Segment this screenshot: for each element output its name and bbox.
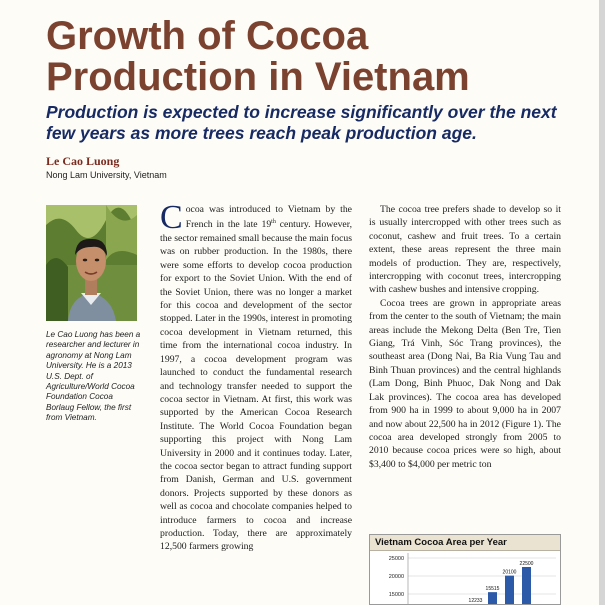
bar <box>505 576 514 605</box>
bar-value-label: 20100 <box>502 569 517 576</box>
bar <box>522 567 531 605</box>
drop-cap: C <box>160 203 183 236</box>
article-title: Growth of Cocoa Production in Vietnam <box>46 14 470 99</box>
bar <box>488 592 497 605</box>
author-name: Le Cao Luong <box>46 154 120 168</box>
y-tick-label: 20000 <box>388 574 404 580</box>
ordinal-superscript: th <box>271 219 276 226</box>
intro-text-rest: century. However, the sector remained small because the main focus was on rubber production. In the 1980s, there were some efforts to develop cocoa production for export to the Soviet Union. With the end of the Soviet Union, there was no longer a market for this cocoa and development of the sector stopped. Later in the 1990s, interest in promoting cocoa development in Vietnam returned, this time from the international cocoa industry. In 1997, a cocoa development program was launched to conduct the fundamental research and technology transfer needed to support the cocoa sector in Vietnam. At first, this work was supported by the American Cocoa Research Institute. The World Cocoa Foundation began supporting this project with Nong Lam University in 2000 and it continues today. Later, the cocoa sector began to attract funding support from Danish, German and U.S. government donors. Projects supported by these donors as well as cocoa and chocolate companies helped to introduce farmers to cocoa and increase production. Today, there are approximately 12,500 farmers growing <box>160 219 352 553</box>
y-tick-label: 25000 <box>388 556 404 562</box>
article-subtitle: Production is expected to increase significantly over the next few years as more trees reach peak production age. <box>46 102 557 143</box>
page-edge <box>599 0 605 605</box>
author-photo <box>46 205 137 321</box>
chart-plot <box>370 551 560 605</box>
paragraph-regions: Cocoa trees are grown in appropriate areas from the center to the south of Vietnam; the main areas include the Mekong Delta (Ben Tre, Tien Giang, Trá Vinh, Sóc Trang provinces), the southeast area (Dong Nai, Ba Ria Vung Tau and Binh Thuan provinces) and the central highlands (Lam Dong, Binh Phuoc, Dak Nong and Dak Lak provinces). The cocoa area has developed from 900 ha in 1999 to about 9,000 ha in 2007 and now about 22,500 ha in 2012 (Figure 1). The cocoa area developed strongly from 2005 to 2010 because cocoa prices were so high, about $3,400 to $4,000 per metric ton <box>369 297 561 470</box>
intro-text-start: ocoa was introduced to Vietnam by the French in the late 19 <box>185 204 352 231</box>
bar-value-label: 15515 <box>485 586 500 593</box>
chart-title: Vietnam Cocoa Area per Year <box>370 535 560 551</box>
intro-paragraph <box>160 203 352 554</box>
author-affiliation: Nong Lam University, Vietnam <box>46 170 167 180</box>
article-column-1 <box>160 203 352 605</box>
bar-value-label: 22500 <box>519 561 534 567</box>
photo-caption: Le Cao Luong has been a researcher and lecturer in agronomy at Nong Lam University. He is a 2013 U.S. Dept. of Agriculture/World Cocoa Foundation Cocoa Borlaug Fellow, the first from Vietnam. <box>46 330 141 423</box>
paragraph-shade: The cocoa tree prefers shade to develop so it is usually intercropped with other trees such as coconut, cashew and fruit trees. To a certain extent, these areas represent the three main models of production. They are, respectively, intercropping with coconut trees, intercropping with cashew bushes and intensive cropping. <box>369 204 561 296</box>
y-tick-label: 15000 <box>388 592 404 598</box>
bar-value-label: 12233 <box>468 597 483 604</box>
cocoa-area-chart <box>369 534 561 605</box>
article-column-2 <box>369 203 561 471</box>
